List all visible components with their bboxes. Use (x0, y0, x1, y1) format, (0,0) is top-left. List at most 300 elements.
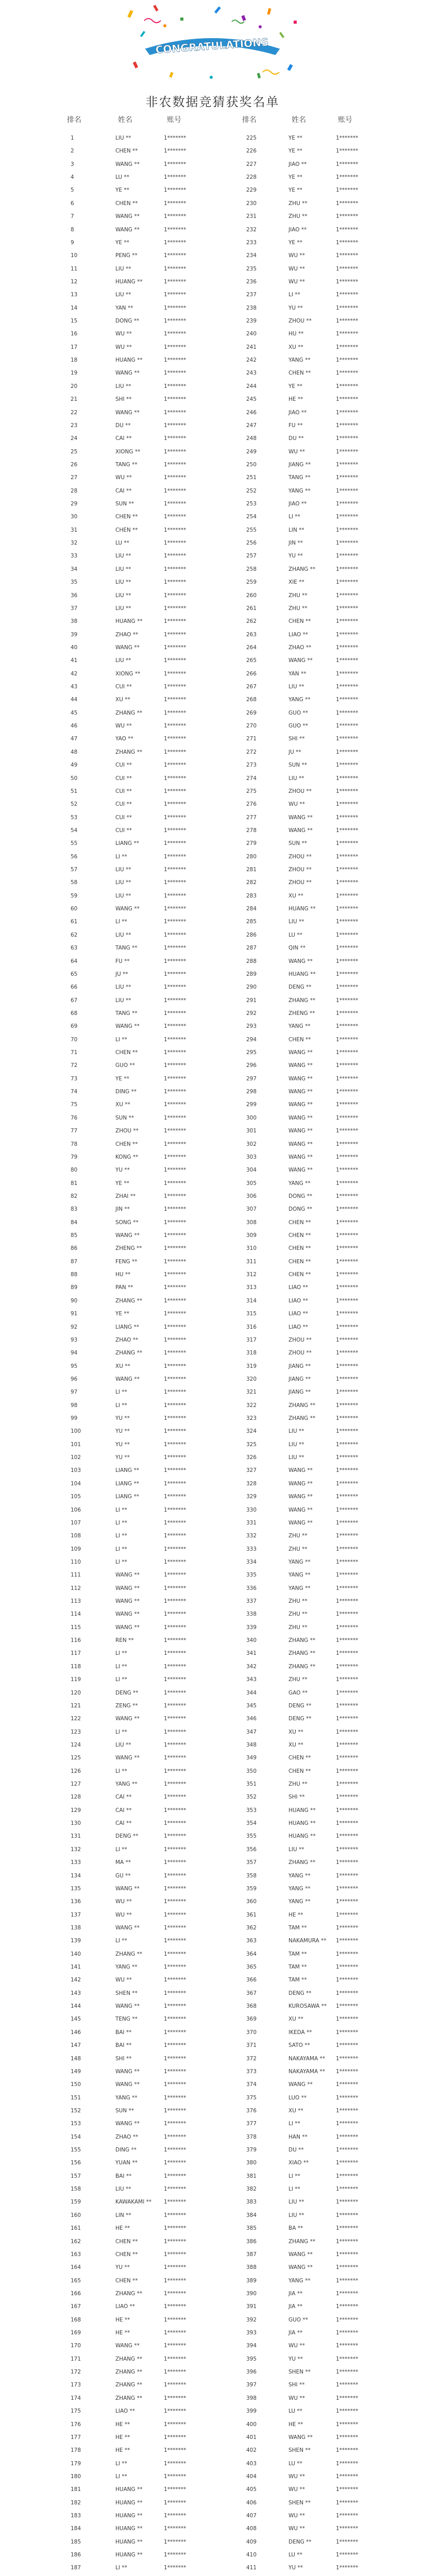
cell-rank-left: 141 (71, 1964, 81, 1970)
cell-name-right: YANG ** (288, 1180, 311, 1187)
cell-name-left: LIU ** (115, 605, 131, 612)
cell-name-right: TANG ** (288, 474, 311, 481)
table-row (0, 1428, 425, 1434)
cell-name-right: LI ** (288, 2186, 300, 2193)
cell-account-left: 1******* (164, 1572, 186, 1579)
table-row (0, 893, 425, 899)
cell-name-right: TAM ** (288, 1977, 307, 1984)
cell-name-left: CHEN ** (115, 2238, 138, 2245)
cell-name-left: JIN ** (115, 1206, 130, 1213)
cell-account-left: 1******* (164, 2382, 186, 2388)
table-row (0, 1232, 425, 1239)
cell-name-right: WU ** (288, 2513, 305, 2519)
cell-name-left: YAO ** (115, 736, 133, 742)
cell-name-right: WANG ** (288, 2251, 313, 2258)
table-row (0, 1611, 425, 1617)
cell-rank-right: 252 (246, 487, 257, 494)
cell-name-left: WANG ** (115, 1755, 140, 1761)
cell-rank-left: 89 (71, 1284, 78, 1291)
table-row (0, 2278, 425, 2284)
table-row (0, 1154, 425, 1160)
cell-account-right: 1******* (336, 2382, 359, 2388)
cell-account-right: 1******* (336, 2147, 359, 2153)
cell-name-left: LIU ** (115, 579, 131, 586)
cell-name-left: ZHANG ** (115, 709, 143, 716)
cell-name-right: CHEN ** (288, 1258, 311, 1265)
cell-rank-right: 352 (246, 1794, 257, 1801)
cell-rank-left: 33 (71, 553, 78, 560)
cell-rank-right: 317 (246, 1336, 257, 1343)
cell-rank-left: 15 (71, 318, 78, 324)
cell-name-right: LIU ** (288, 919, 304, 925)
cell-account-left: 1******* (164, 2251, 186, 2258)
table-row (0, 1311, 425, 1317)
cell-rank-left: 31 (71, 527, 78, 533)
cell-account-left: 1******* (164, 801, 186, 808)
cell-account-right: 1******* (336, 383, 359, 389)
cell-rank-right: 383 (246, 2199, 257, 2206)
cell-rank-right: 344 (246, 1689, 257, 1696)
cell-rank-left: 12 (71, 278, 78, 285)
cell-name-right: YAN ** (288, 670, 307, 677)
cell-rank-left: 8 (71, 226, 74, 233)
cell-rank-right: 361 (246, 1911, 257, 1918)
cell-rank-left: 149 (71, 2068, 81, 2075)
cell-rank-right: 310 (246, 1245, 257, 1252)
cell-account-right: 1******* (336, 1062, 359, 1069)
cell-account-left: 1******* (164, 2395, 186, 2401)
cell-name-left: LIANG ** (115, 840, 139, 847)
cell-rank-left: 111 (71, 1572, 81, 1579)
cell-account-left: 1******* (164, 1702, 186, 1709)
cell-rank-right: 347 (246, 1728, 257, 1735)
cell-name-left: DENG ** (115, 1689, 139, 1696)
cell-account-left: 1******* (164, 1546, 186, 1552)
cell-account-right: 1******* (336, 2251, 359, 2258)
cell-rank-right: 282 (246, 879, 257, 886)
cell-name-right: CHEN ** (288, 1232, 311, 1239)
cell-rank-left: 148 (71, 2055, 81, 2062)
cell-account-left: 1******* (164, 2316, 186, 2323)
table-row (0, 2029, 425, 2036)
cell-account-left: 1******* (164, 2355, 186, 2362)
cell-rank-left: 24 (71, 435, 78, 442)
cell-name-right: XU ** (288, 892, 303, 899)
cell-account-right: 1******* (336, 749, 359, 755)
cell-rank-right: 377 (246, 2121, 257, 2127)
cell-account-left: 1******* (164, 906, 186, 912)
cell-account-right: 1******* (336, 1951, 359, 1957)
table-row (0, 2486, 425, 2493)
cell-name-left: CHEN ** (115, 2277, 138, 2284)
cell-rank-right: 389 (246, 2277, 257, 2284)
cell-name-left: WANG ** (115, 1232, 140, 1239)
cell-account-right: 1******* (336, 958, 359, 964)
table-row (0, 1507, 425, 1513)
table-row (0, 1193, 425, 1199)
table-row (0, 1363, 425, 1369)
cell-rank-left: 182 (71, 2499, 81, 2506)
cell-name-right: ZHOU ** (288, 1350, 312, 1357)
cell-account-right: 1******* (336, 579, 359, 586)
table-row (0, 867, 425, 873)
cell-name-right: WU ** (288, 2395, 305, 2401)
table-row (0, 2264, 425, 2270)
cell-rank-right: 266 (246, 670, 257, 677)
cell-name-left: KONG ** (115, 1154, 139, 1160)
cell-name-right: YANG ** (288, 1899, 311, 1905)
cell-account-left: 1******* (164, 1924, 186, 1931)
cell-rank-right: 244 (246, 383, 257, 389)
cell-name-right: NAKAYAMA ** (288, 2055, 325, 2062)
cell-account-right: 1******* (336, 1324, 359, 1330)
cell-rank-right: 226 (246, 148, 257, 155)
cell-rank-right: 333 (246, 1546, 257, 1552)
cell-name-left: CUI ** (115, 814, 132, 821)
cell-account-right: 1******* (336, 1180, 359, 1187)
cell-rank-left: 81 (71, 1180, 78, 1187)
cell-account-left: 1******* (164, 1128, 186, 1134)
cell-name-right: YE ** (288, 383, 302, 389)
table-row (0, 645, 425, 651)
cell-rank-right: 254 (246, 514, 257, 520)
cell-account-right: 1******* (336, 2434, 359, 2441)
cell-rank-right: 248 (246, 435, 257, 442)
cell-rank-left: 127 (71, 1781, 81, 1787)
cell-rank-right: 340 (246, 1637, 257, 1644)
cell-rank-right: 271 (246, 736, 257, 742)
cell-account-right: 1******* (336, 801, 359, 808)
cell-rank-right: 354 (246, 1820, 257, 1827)
cell-name-right: JIANG ** (288, 461, 311, 468)
cell-name-right: WANG ** (288, 1506, 313, 1513)
cell-rank-left: 157 (71, 2173, 81, 2179)
cell-account-left: 1******* (164, 2473, 186, 2480)
table-row (0, 2121, 425, 2127)
cell-name-right: YANG ** (288, 1023, 311, 1030)
cell-rank-right: 318 (246, 1350, 257, 1357)
cell-name-left: LI ** (115, 1558, 127, 1565)
table-row (0, 2239, 425, 2245)
cell-name-right: WANG ** (288, 1467, 313, 1474)
cell-name-right: WANG ** (288, 958, 313, 964)
cell-rank-right: 369 (246, 2016, 257, 2023)
cell-account-left: 1******* (164, 1441, 186, 1448)
cell-name-right: JIANG ** (288, 1389, 311, 1396)
cell-name-right: WANG ** (288, 1141, 313, 1147)
cell-account-left: 1******* (164, 1741, 186, 1748)
cell-rank-left: 76 (71, 1114, 78, 1121)
cell-account-left: 1******* (164, 2016, 186, 2023)
cell-account-right: 1******* (336, 370, 359, 377)
cell-name-right: JIANG ** (288, 1363, 311, 1369)
cell-rank-right: 304 (246, 1167, 257, 1174)
cell-rank-left: 103 (71, 1467, 81, 1474)
cell-account-right: 1******* (336, 1702, 359, 1709)
table-row (0, 1977, 425, 1983)
cell-account-right: 1******* (336, 631, 359, 638)
cell-account-right: 1******* (336, 292, 359, 298)
cell-name-left: ZHENG ** (115, 1245, 142, 1252)
cell-rank-right: 392 (246, 2316, 257, 2323)
cell-account-left: 1******* (164, 1311, 186, 1317)
cell-rank-left: 61 (71, 919, 78, 925)
cell-account-left: 1******* (164, 435, 186, 442)
cell-account-left: 1******* (164, 540, 186, 547)
cell-account-left: 1******* (164, 2121, 186, 2127)
cell-rank-left: 113 (71, 1598, 81, 1604)
cell-account-left: 1******* (164, 1820, 186, 1827)
cell-rank-right: 391 (246, 2303, 257, 2310)
cell-name-right: DENG ** (288, 1990, 312, 1996)
cell-rank-right: 345 (246, 1702, 257, 1709)
cell-rank-right: 382 (246, 2186, 257, 2193)
cell-account-right: 1******* (336, 1023, 359, 1030)
table-row (0, 2461, 425, 2467)
cell-rank-left: 52 (71, 801, 78, 808)
cell-account-right: 1******* (336, 1741, 359, 1748)
table-row (0, 501, 425, 507)
cell-rank-left: 174 (71, 2395, 81, 2401)
cell-name-left: SUN ** (115, 1114, 134, 1121)
cell-account-left: 1******* (164, 1049, 186, 1056)
cell-rank-left: 153 (71, 2121, 81, 2127)
cell-account-right: 1******* (336, 1167, 359, 1174)
table-row (0, 1037, 425, 1043)
cell-name-right: ZHANG ** (288, 2238, 316, 2245)
cell-rank-right: 328 (246, 1480, 257, 1487)
cell-name-right: YE ** (288, 239, 302, 246)
table-row (0, 2081, 425, 2088)
cell-account-right: 1******* (336, 540, 359, 547)
table-row (0, 213, 425, 219)
cell-account-left: 1******* (164, 2447, 186, 2454)
cell-name-left: DING ** (115, 2147, 137, 2153)
cell-name-right: LIU ** (288, 1454, 304, 1461)
cell-name-left: LI ** (115, 1663, 127, 1670)
cell-rank-right: 308 (246, 1219, 257, 1226)
cell-account-right: 1******* (336, 1350, 359, 1357)
cell-name-right: JIA ** (288, 2303, 303, 2310)
cell-rank-right: 319 (246, 1363, 257, 1369)
cell-rank-left: 25 (71, 448, 78, 455)
cell-rank-left: 56 (71, 853, 78, 860)
cell-rank-left: 66 (71, 984, 78, 991)
cell-account-right: 1******* (336, 2499, 359, 2506)
cell-name-right: SHI ** (288, 2382, 305, 2388)
cell-rank-left: 101 (71, 1441, 81, 1448)
table-row (0, 971, 425, 977)
cell-account-right: 1******* (336, 984, 359, 991)
cell-name-right: WANG ** (288, 2434, 313, 2441)
cell-account-right: 1******* (336, 331, 359, 337)
cell-account-left: 1******* (164, 514, 186, 520)
cell-rank-left: 90 (71, 1297, 78, 1304)
cell-name-right: ZHOU ** (288, 788, 312, 794)
cell-account-left: 1******* (164, 2552, 186, 2558)
cell-name-left: SHEN ** (115, 1990, 138, 1996)
congratulations-banner (0, 0, 425, 88)
cell-rank-right: 353 (246, 1807, 257, 1814)
cell-account-left: 1******* (164, 1768, 186, 1774)
cell-account-left: 1******* (164, 1258, 186, 1265)
cell-account-right: 1******* (336, 1546, 359, 1552)
cell-account-left: 1******* (164, 1206, 186, 1213)
cell-account-right: 1******* (336, 1467, 359, 1474)
cell-name-left: LI ** (115, 2460, 127, 2467)
cell-account-left: 1******* (164, 788, 186, 794)
table-row (0, 2565, 425, 2571)
cell-account-right: 1******* (336, 148, 359, 155)
cell-name-left: LIU ** (115, 1741, 131, 1748)
cell-account-right: 1******* (336, 2133, 359, 2140)
cell-rank-left: 10 (71, 252, 78, 259)
cell-name-right: JIAO ** (288, 161, 307, 167)
cell-account-left: 1******* (164, 1428, 186, 1435)
cell-name-left: TENG ** (115, 2016, 138, 2023)
table-row (0, 1664, 425, 1670)
cell-name-right: LIU ** (288, 2212, 304, 2218)
cell-name-right: YANG ** (288, 487, 311, 494)
banner-text: CONGRATULATIONS (155, 36, 269, 56)
cell-name-left: BAI ** (115, 2173, 132, 2179)
table-row (0, 697, 425, 703)
cell-rank-left: 162 (71, 2238, 81, 2245)
cell-name-right: CHEN ** (288, 370, 311, 377)
cell-rank-right: 264 (246, 644, 257, 651)
cell-name-right: SHI ** (288, 1794, 305, 1801)
cell-name-left: WANG ** (115, 644, 140, 651)
cell-rank-right: 372 (246, 2055, 257, 2062)
cell-name-left: CHEN ** (115, 514, 138, 520)
cell-name-right: ZHU ** (288, 1611, 308, 1618)
cell-rank-right: 410 (246, 2552, 257, 2558)
cell-name-left: PENG ** (115, 252, 138, 259)
cell-name-right: WANG ** (288, 1075, 313, 1082)
cell-rank-right: 358 (246, 1872, 257, 1879)
cell-rank-right: 246 (246, 409, 257, 416)
cell-name-left: LI ** (115, 1036, 127, 1043)
table-row (0, 2356, 425, 2362)
cell-rank-right: 346 (246, 1716, 257, 1722)
cell-name-left: HE ** (115, 2421, 130, 2428)
cell-account-right: 1******* (336, 226, 359, 233)
cell-account-left: 1******* (164, 945, 186, 952)
cell-name-right: WU ** (288, 2526, 305, 2532)
cell-account-left: 1******* (164, 2042, 186, 2049)
cell-rank-left: 128 (71, 1794, 81, 1801)
cell-account-left: 1******* (164, 187, 186, 194)
cell-name-right: ZHU ** (288, 213, 308, 220)
table-row (0, 684, 425, 690)
cell-rank-left: 136 (71, 1899, 81, 1905)
cell-account-right: 1******* (336, 527, 359, 533)
cell-name-right: WU ** (288, 2473, 305, 2480)
table-row (0, 1912, 425, 1918)
cell-name-right: XIAO ** (288, 2160, 309, 2166)
cell-rank-left: 92 (71, 1324, 78, 1330)
cell-account-left: 1******* (164, 278, 186, 285)
cell-name-left: WU ** (115, 1911, 132, 1918)
cell-account-right: 1******* (336, 1506, 359, 1513)
cell-rank-left: 54 (71, 827, 78, 834)
cell-rank-left: 110 (71, 1558, 81, 1565)
cell-name-right: SUN ** (288, 762, 308, 769)
cell-name-right: CHEN ** (288, 1219, 311, 1226)
cell-account-right: 1******* (336, 1911, 359, 1918)
cell-rank-right: 262 (246, 618, 257, 625)
cell-name-right: ZHOU ** (288, 318, 312, 324)
cell-name-left: JU ** (115, 971, 128, 977)
cell-rank-right: 355 (246, 1833, 257, 1840)
cell-name-left: LI ** (115, 2473, 127, 2480)
table-row (0, 2160, 425, 2166)
cell-rank-left: 19 (71, 370, 78, 377)
cell-account-right: 1******* (336, 1846, 359, 1853)
cell-name-right: WANG ** (288, 1049, 313, 1056)
cell-rank-left: 117 (71, 1650, 81, 1657)
cell-name-right: WANG ** (288, 814, 313, 821)
cell-rank-right: 393 (246, 2330, 257, 2336)
cell-account-left: 1******* (164, 775, 186, 782)
table-row (0, 1115, 425, 1121)
cell-name-left: SUN ** (115, 501, 134, 507)
table-row (0, 632, 425, 638)
cell-account-left: 1******* (164, 2460, 186, 2467)
cell-rank-right: 342 (246, 1663, 257, 1670)
cell-name-left: CUI ** (115, 801, 132, 808)
cell-name-right: WANG ** (288, 1167, 313, 1174)
cell-name-right: HU ** (288, 331, 304, 337)
cell-account-left: 1******* (164, 1010, 186, 1016)
cell-name-right: JIA ** (288, 2290, 303, 2297)
table-row (0, 945, 425, 951)
cell-account-right: 1******* (336, 1206, 359, 1213)
table-row (0, 135, 425, 141)
cell-name-right: SHEN ** (288, 2447, 311, 2454)
cell-account-right: 1******* (336, 2003, 359, 2010)
cell-account-left: 1******* (164, 1859, 186, 1866)
cell-account-left: 1******* (164, 2147, 186, 2153)
cell-name-right: CHEN ** (288, 1272, 311, 1278)
cell-account-left: 1******* (164, 2003, 186, 2010)
cell-rank-left: 140 (71, 1951, 81, 1957)
cell-rank-right: 225 (246, 135, 257, 141)
table-row (0, 2317, 425, 2323)
cell-rank-left: 167 (71, 2303, 81, 2310)
cell-rank-right: 401 (246, 2434, 257, 2441)
table-row (0, 1089, 425, 1095)
table-row (0, 2042, 425, 2048)
cell-rank-right: 228 (246, 174, 257, 181)
cell-rank-left: 106 (71, 1506, 81, 1513)
cell-name-left: LIAO ** (115, 2303, 135, 2310)
cell-account-left: 1******* (164, 1180, 186, 1187)
table-row (0, 474, 425, 481)
cell-name-left: SUN ** (115, 2107, 134, 2114)
cell-name-right: YE ** (288, 148, 302, 155)
table-row (0, 383, 425, 389)
cell-rank-left: 5 (71, 187, 74, 194)
cell-account-right: 1******* (336, 1036, 359, 1043)
table-row (0, 187, 425, 193)
cell-name-left: WANG ** (115, 161, 140, 167)
cell-rank-right: 331 (246, 1519, 257, 1526)
cell-rank-left: 156 (71, 2160, 81, 2166)
cell-rank-left: 185 (71, 2538, 81, 2545)
cell-rank-left: 115 (71, 1624, 81, 1631)
cell-name-left: LI ** (115, 1402, 127, 1409)
